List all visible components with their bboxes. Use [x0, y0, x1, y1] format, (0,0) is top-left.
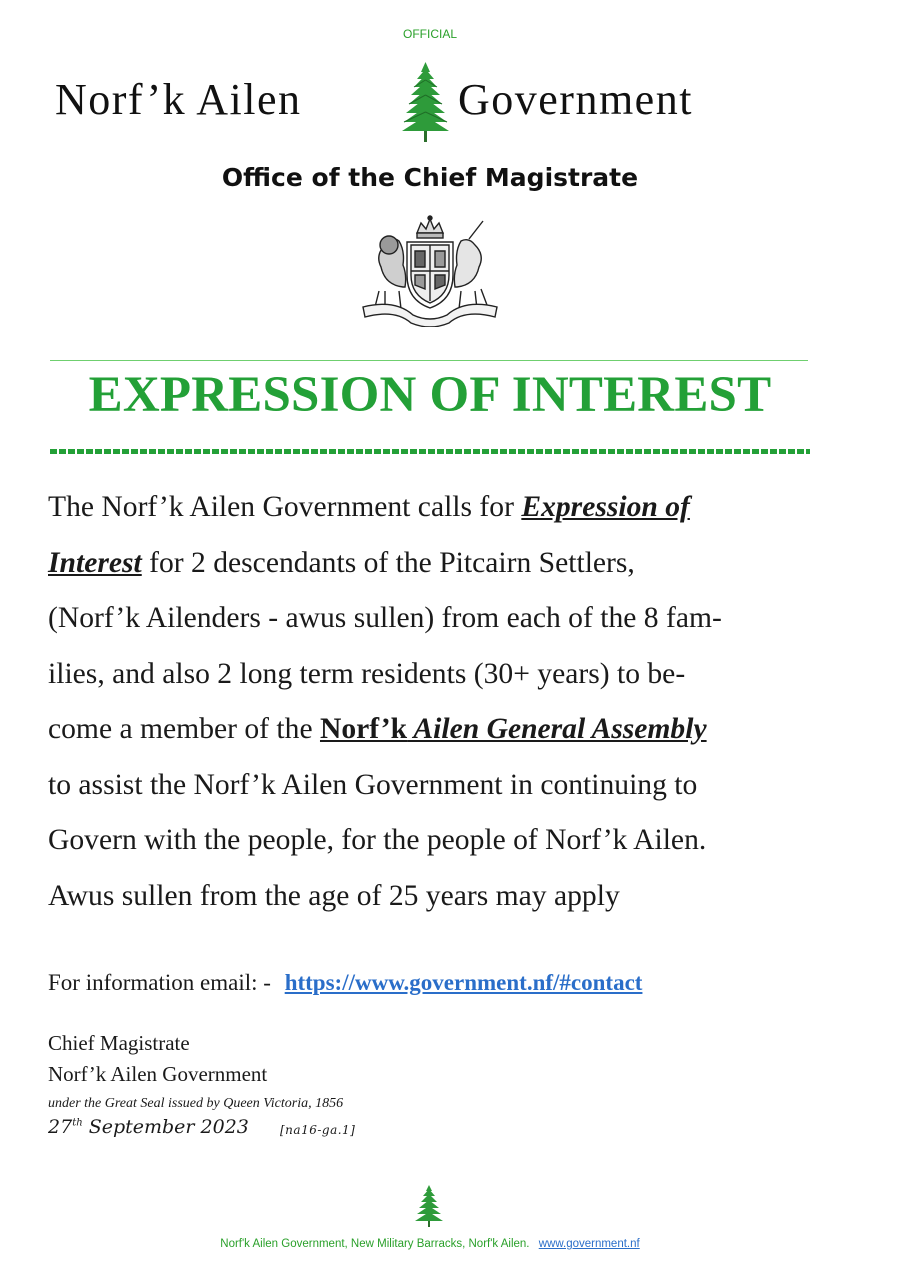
- body-line: Awus sullen from the age of 25 years may apply: [48, 879, 620, 912]
- government-logo: [55, 60, 825, 144]
- emphasis-assembly-name: Norf’k Ailen General Assembly: [319, 713, 707, 745]
- contact-label: For information email: -: [48, 970, 271, 995]
- signatory-title: Chief Magistrate: [48, 1031, 190, 1055]
- body-line: Interest for 2 descendants of the Pitcairn Settlers,: [48, 546, 635, 579]
- brand-name-left: Norf’k Ailen: [55, 75, 302, 124]
- heading-bottom-rule: [50, 449, 810, 454]
- footer-pine-tree-icon: [414, 1184, 444, 1228]
- body-line: ilies, and also 2 long term residents (30+ years) to be-: [48, 657, 686, 690]
- emphasis-interest: Interest: [48, 546, 142, 579]
- document-date: 27th September 2023: [48, 1116, 249, 1138]
- footer: [0, 1238, 860, 1250]
- footer-address: Norf'k Ailen Government, New Military Barracks, Norf'k Ailen.: [220, 1238, 530, 1250]
- body-line: come a member of the Norf’k Ailen General Assembly: [48, 713, 707, 745]
- body-line: Govern with the people, for the people of Norf’k Ailen.: [48, 824, 707, 856]
- contact-link[interactable]: https://www.government.nf/#contact: [284, 970, 643, 995]
- footer-link[interactable]: www.government.nf: [538, 1238, 640, 1250]
- heading-top-rule: [50, 360, 808, 361]
- body-line: (Norf’k Ailenders - awus sullen) from each of the 8 fam-: [48, 602, 722, 634]
- document-reference: [na16-ga.1]: [280, 1123, 356, 1137]
- brand-name-right: Government: [458, 75, 693, 124]
- contact-info: [48, 970, 642, 996]
- page-heading: EXPRESSION OF INTEREST: [88, 367, 772, 423]
- coat-of-arms-icon: [355, 215, 505, 327]
- seal-note: under the Great Seal issued by Queen Victoria, 1856: [48, 1096, 344, 1111]
- signatory-org: Norf’k Ailen Government: [48, 1062, 268, 1086]
- body-line: The Norf’k Ailen Government calls for Expression of: [48, 491, 690, 523]
- announcement-body: [48, 480, 848, 924]
- pine-tree-icon: [400, 60, 452, 144]
- classification-label: OFFICIAL: [402, 27, 457, 41]
- body-line: to assist the Norf’k Ailen Government in continuing to: [48, 768, 698, 801]
- office-title: Office of the Chief Magistrate: [221, 163, 639, 192]
- emphasis-expression-of: Expression of: [521, 491, 690, 523]
